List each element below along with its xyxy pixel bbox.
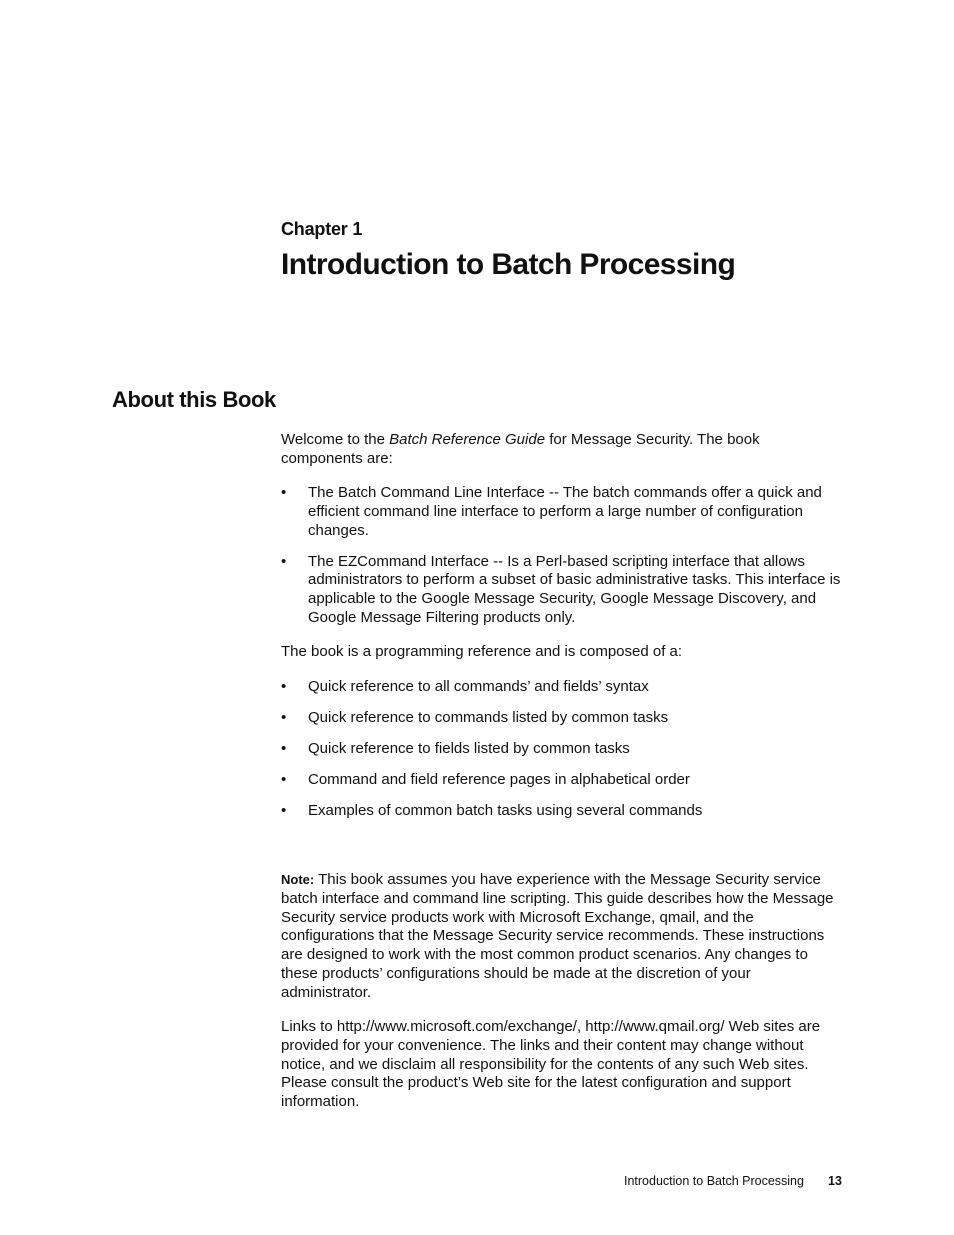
bullet-icon: • (281, 678, 287, 695)
list-item (281, 553, 843, 628)
bullet-icon: • (281, 708, 287, 726)
links-paragraph: Links to http://www.microsoft.com/exchange/, http://www.qmail.org/ Web sites are provided for your convenience. The links and their content may change without notice, and we disclaim all responsibility for the contents of any such Web sites. Please consult the product’s Web site for the latest configuration and support information. (281, 1018, 821, 1111)
note-label: Note: (281, 872, 315, 887)
intro-paragraph (281, 431, 843, 469)
note-paragraph (281, 871, 843, 1003)
bullet-icon: • (281, 552, 287, 570)
footer-running-title: Introduction to Batch Processing (624, 1174, 804, 1188)
bullet-icon: • (281, 801, 287, 819)
bullet-icon: • (281, 770, 287, 788)
intro-prefix: Welcome to the (281, 431, 390, 448)
components-list (281, 484, 843, 640)
list-item-text: Quick reference to fields listed by common tasks (308, 739, 630, 757)
page-number: 13 (828, 1174, 842, 1188)
list-item-text: Examples of common batch tasks using several commands (308, 801, 703, 819)
list-item (281, 678, 843, 697)
list-item (281, 802, 843, 821)
note-text: This book assumes you have experience with the Message Security service batch interface and command line scripting. This guide describes how the Message Security service products work with Microsoft Exchange, qmail, and the configurations that the Message Security service recommends. These instructions are designed to work with the most common product scenarios. Any changes to these products’ configurations should be made at the discretion of your administrator. (281, 871, 834, 1001)
list-item (281, 740, 843, 759)
list-item-text: Quick reference to all commands’ and fields’ syntax (308, 678, 649, 695)
list-item (281, 709, 843, 728)
chapter-title: Introduction to Batch Processing (281, 248, 736, 281)
list-item (281, 484, 843, 540)
list-item-text: The Batch Command Line Interface -- The batch commands offer a quick and efficient command line interface to perform a large number of configuration changes. (308, 484, 822, 539)
chapter-label: Chapter 1 (281, 219, 363, 239)
list-item-text: Quick reference to commands listed by common tasks (308, 708, 669, 726)
list-item (281, 771, 843, 790)
list-item-text: Command and field reference pages in alphabetical order (308, 770, 690, 788)
intro-suffix: for Message Security. The book components are: (281, 431, 760, 467)
section-heading: About this Book (112, 387, 276, 412)
bullet-icon: • (281, 739, 287, 757)
list-item-text: The EZCommand Interface -- Is a Perl-based scripting interface that allows administrators to perform a subset of basic administrative tasks. This interface is applicable to the Google Message Security, Google Message Discovery, and Google Message Filtering products only. (308, 552, 841, 626)
reference-list (281, 678, 843, 833)
reference-intro: The book is a programming reference and is composed of a: (281, 643, 683, 660)
book-title: Batch Reference Guide (389, 431, 546, 448)
bullet-icon: • (281, 484, 287, 501)
